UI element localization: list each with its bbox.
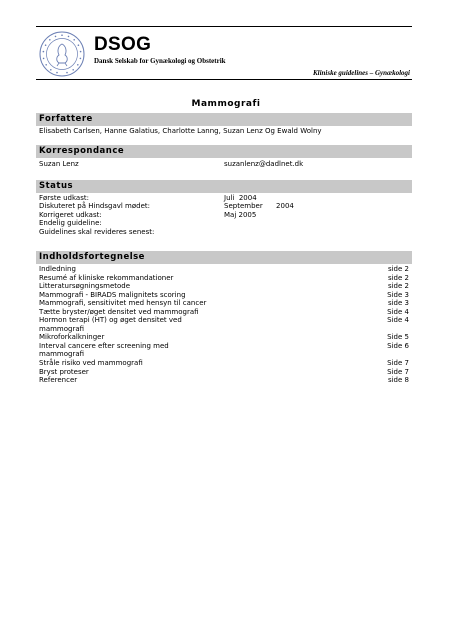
toc-entry-title-line: Mammografi - BIRADS malignitets scoring [39,290,186,299]
toc-entry-title [39,308,199,317]
toc-entry[interactable] [39,333,409,342]
toc-entry-title-line: Bryst proteser [39,367,89,376]
toc-entry-title-line: Stråle risiko ved mammografi [39,359,143,368]
toc-entry-title-line: Mikroforkalkninger [39,333,105,342]
toc-entry-title [39,299,206,308]
toc-entry[interactable] [39,265,409,274]
toc-entry-page: Side 5 [387,333,409,342]
toc-entry-title [39,376,77,385]
toc-entry-page: Side 6 [387,341,409,350]
brand-name: DSOG [94,34,152,55]
toc-entry-page: side 8 [387,376,409,385]
section-heading-korrespondance: Korrespondance [36,145,412,158]
toc-entry[interactable] [39,316,409,333]
toc-entry-page: Side 7 [387,359,409,368]
toc-entry-title [39,342,169,359]
toc-entry-title-line: Tætte bryster/øget densitet ved mammografi [39,307,199,316]
toc-entry-page: side 2 [387,265,409,273]
toc-entry[interactable] [39,291,409,300]
status-value: Juli 2004 [224,194,257,202]
society-name: Dansk Selskab for Gynækologi og Obstetrik [94,57,226,65]
toc-entry-title-line: Litteratursøgningsmetode [39,282,131,291]
header-top-rule [36,26,412,27]
toc-entry[interactable] [39,368,409,377]
toc-entry[interactable] [39,308,409,317]
status-label: Korrigeret udkast: [39,210,102,219]
toc-entry[interactable] [39,359,409,368]
section-heading-forfattere: Forfattere [36,113,412,126]
status-value: September 2004 [224,202,294,211]
status-value: Maj 2005 [224,210,257,219]
status-label: Guidelines skal revideres senest: [39,227,155,236]
toc-entry-page: Side 4 [387,316,409,325]
toc-entry-title [39,291,186,300]
toc-entry-title-line: Referencer [39,376,78,385]
toc-entry-title-line: Hormon terapi (HT) og øget densitet ved [39,316,182,325]
correspondence-name: Suzan Lenz [39,160,79,168]
toc-entry-page: side 3 [387,299,409,308]
toc-entry-page: Side 7 [387,367,409,376]
status-label: Første udkast: [39,194,89,202]
document-title: Mammografi [191,99,261,109]
section-heading-status: Status [36,180,412,193]
toc-entry[interactable] [39,274,409,283]
toc-entry-title [39,333,104,342]
society-seal-icon [38,30,86,78]
toc-entry[interactable] [39,376,409,385]
toc-entry-title [39,282,130,291]
toc-entry-title-line: mammografi [39,350,85,359]
toc-entry-page: side 2 [387,282,409,291]
toc-entry-title [39,359,143,368]
toc-entry-title-line: Indledning [39,265,76,273]
toc-entry-title [39,274,173,283]
toc-entry-page: side 2 [387,273,409,282]
author-list: Elisabeth Carlsen, Hanne Galatius, Charlotte Lanng, Suzan Lenz Og Ewald Wolny [39,127,322,135]
toc-entry-page: Side 4 [387,307,409,316]
header-bottom-rule [36,79,412,80]
toc-entry[interactable] [39,299,409,308]
guideline-category: Kliniske guidelines – Gynækologi [312,69,410,77]
toc-entry-title [39,368,89,377]
toc-entry[interactable] [39,282,409,291]
status-label: Endelig guideline: [39,219,102,228]
toc-entry-title-line: Resumé af kliniske rekommandationer [39,273,174,282]
toc-entry[interactable] [39,342,409,359]
toc-entry-title-line: Interval cancere efter screening med [39,341,169,350]
toc-entry-title [39,265,76,274]
correspondence-email: suzanlenz@dadlnet.dk [224,160,304,168]
toc-entry-title-line: mammografi [39,324,85,333]
toc-entry-title-line: Mammografi, sensitivitet med hensyn til cancer [39,299,207,308]
status-label: Diskuteret på Hindsgavl mødet: [39,202,151,211]
toc-entry-page: Side 3 [387,290,409,299]
toc-entry-title [39,316,182,333]
page-header [36,26,412,82]
section-heading-toc: Indholdsfortegnelse [36,251,412,264]
